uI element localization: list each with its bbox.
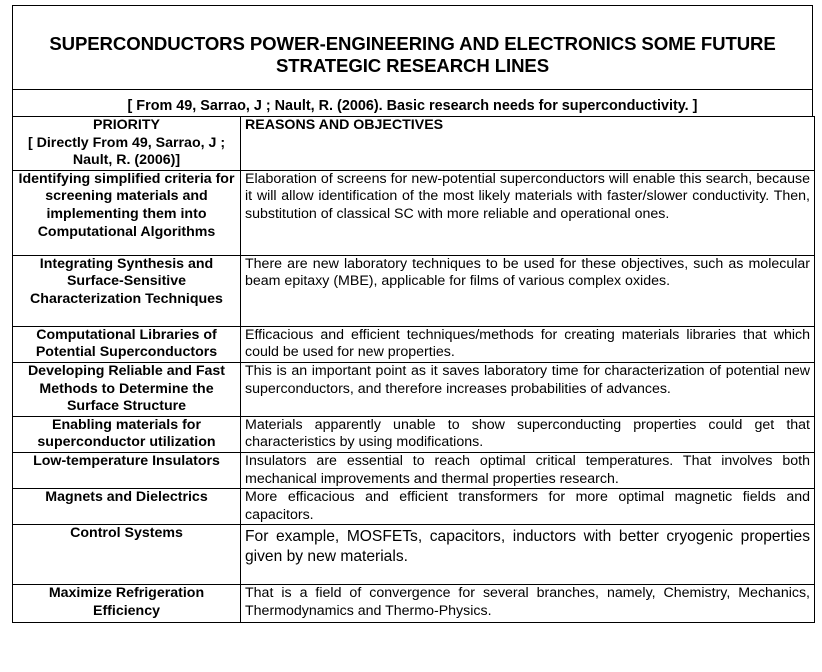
priority-cell: Magnets and Dielectrics (13, 489, 241, 525)
table-row (13, 326, 815, 362)
table-row (13, 489, 815, 525)
priority-cell: Control Systems (13, 525, 241, 585)
title-box (12, 5, 813, 89)
source-citation: [ From 49, Sarrao, J ; Nault, R. (2006). Basic research needs for superconductivity. ] (12, 89, 813, 116)
reasons-cell: This is an important point as it saves laboratory time for characterization of potential new superconductors, and therefore increases probabilities of advances. (241, 362, 815, 416)
table-row (13, 362, 815, 416)
priority-cell: Computational Libraries of Potential Superconductors (13, 326, 241, 362)
table-row (13, 255, 815, 326)
research-lines-table (12, 116, 815, 623)
priority-header (13, 117, 241, 171)
reasons-cell: There are new laboratory techniques to be used for these objectives, such as molecular beam epitaxy (MBE), applicable for films of various complex oxides. (241, 255, 815, 326)
table-row (13, 585, 815, 623)
priority-header-title: PRIORITY (92, 117, 160, 133)
priority-cell: Maximize Refrigeration Efficiency (13, 585, 241, 623)
table-row (13, 170, 815, 255)
table-row (13, 452, 815, 488)
reasons-cell: More efficacious and efficient transformers for more optimal magnetic fields and capacitors. (241, 489, 815, 525)
reasons-cell: Materials apparently unable to show superconducting properties could get that characteristics by using modifications. (241, 416, 815, 452)
table-header-row (13, 117, 815, 171)
priority-cell: Identifying simplified criteria for screening materials and implementing them into Computational Algorithms (13, 170, 241, 255)
document (12, 5, 813, 623)
priority-cell: Enabling materials for superconductor utilization (13, 416, 241, 452)
priority-header-note: [ Directly From 49, Sarrao, J ; Nault, R. (2006)] (27, 134, 226, 169)
priority-cell: Developing Reliable and Fast Methods to Determine the Surface Structure (13, 362, 241, 416)
priority-cell: Low-temperature Insulators (13, 452, 241, 488)
reasons-cell: Elaboration of screens for new-potential superconductors will enable this search, because it will allow identification of the most likely materials with faster/slower conductivity. Then, substitution of classical SC with more reliable and operational ones. (241, 170, 815, 255)
table-row (13, 416, 815, 452)
reasons-header: REASONS AND OBJECTIVES (241, 117, 815, 171)
reasons-cell: That is a field of convergence for several branches, namely, Chemistry, Mechanics, Thermodynamics and Thermo-Physics. (241, 585, 815, 623)
reasons-cell: For example, MOSFETs, capacitors, inductors with better cryogenic properties given by new materials. (241, 525, 815, 585)
priority-cell: Integrating Synthesis and Surface-Sensitive Characterization Techniques (13, 255, 241, 326)
reasons-cell: Insulators are essential to reach optimal critical temperatures. That involves both mechanical improvements and thermal properties research. (241, 452, 815, 488)
document-title: SUPERCONDUCTORS POWER-ENGINEERING AND ELECTRONICS SOME FUTURE STRATEGIC RESEARCH LINES (49, 33, 776, 76)
reasons-cell: Efficacious and efficient techniques/methods for creating materials libraries that which could be used for new properties. (241, 326, 815, 362)
table-row (13, 525, 815, 585)
